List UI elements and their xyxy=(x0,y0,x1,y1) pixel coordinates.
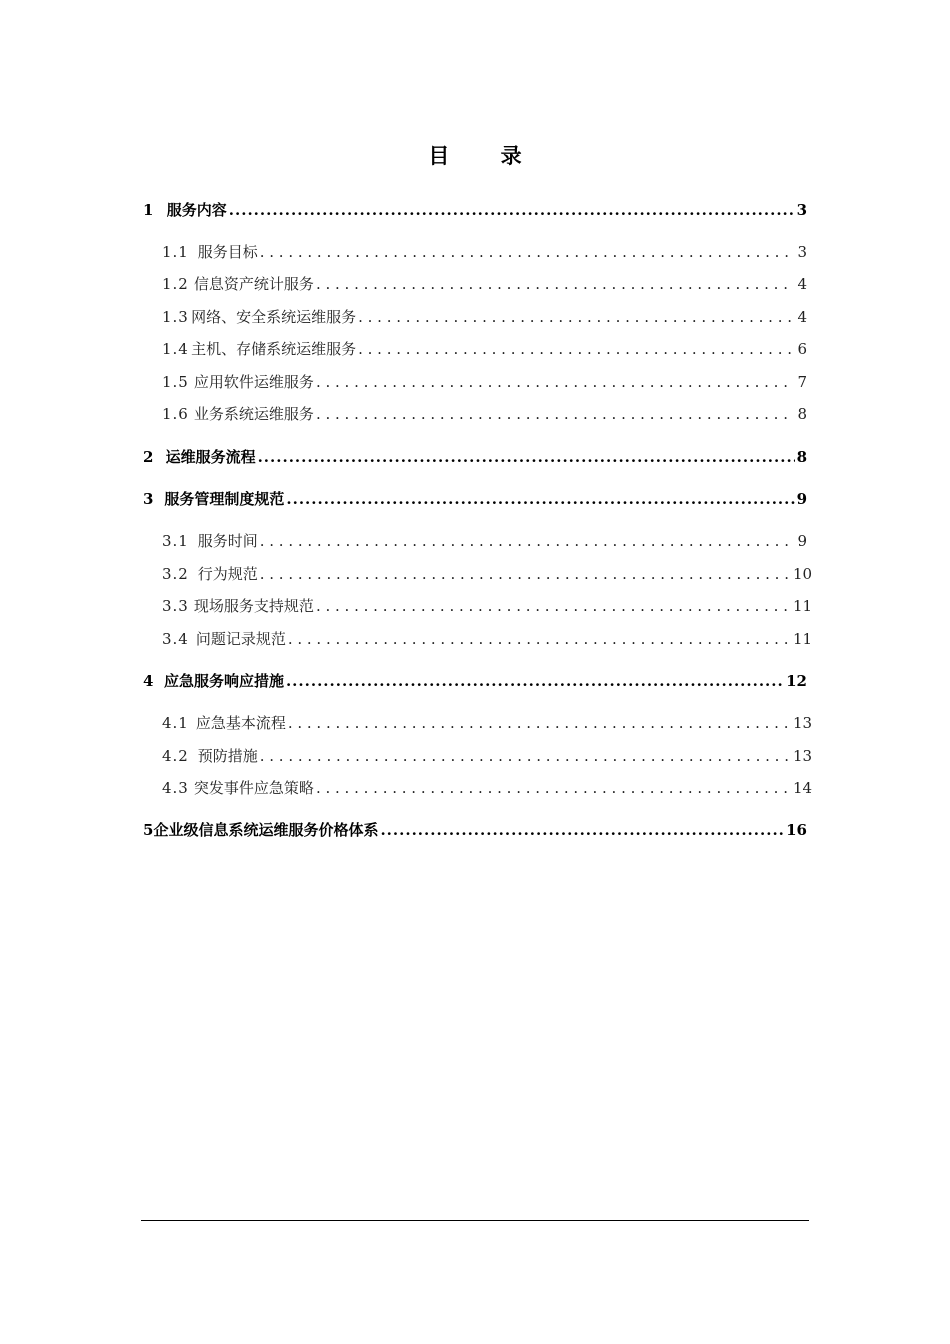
toc-entry-3-2[interactable] xyxy=(162,563,813,584)
toc-entry-4-3[interactable] xyxy=(162,777,813,798)
toc-entry-page: 12 xyxy=(786,672,807,690)
toc-entry-number: 4.2 xyxy=(162,747,189,765)
toc-entry-page: 13 xyxy=(793,714,813,732)
toc-entry-number: 3.4 xyxy=(162,630,189,648)
toc-entry-4-1[interactable] xyxy=(162,712,813,733)
toc-entry-1-6[interactable] xyxy=(162,403,807,424)
toc-entry-number: 1.2 xyxy=(162,275,189,293)
toc-entry-page: 8 xyxy=(796,448,807,466)
footer-rule xyxy=(141,1220,809,1221)
toc-dot-leader xyxy=(260,532,791,550)
toc-dot-leader xyxy=(316,779,791,797)
toc-entry-3-3[interactable] xyxy=(162,595,813,616)
toc-dot-leader xyxy=(260,243,791,261)
toc-entry-page: 3 xyxy=(796,201,807,219)
toc-entry-page: 16 xyxy=(786,821,807,839)
toc-title: 目 录 xyxy=(428,143,544,168)
toc-entry-label: 现场服务支持规范 xyxy=(193,597,314,615)
toc-entry-number: 1.4 xyxy=(162,340,189,358)
toc-entry-number: 4 xyxy=(143,672,154,690)
toc-entry-label: 企业级信息系统运维服务价格体系 xyxy=(153,821,379,839)
toc-entry-number: 1.1 xyxy=(162,243,189,261)
toc-dot-leader xyxy=(358,340,791,358)
toc-entry-page: 11 xyxy=(793,630,813,648)
toc-dot-leader xyxy=(286,672,784,690)
toc-entry-1-4[interactable] xyxy=(162,338,807,359)
toc-entry-page: 3 xyxy=(797,243,807,261)
toc-entry-number: 3.2 xyxy=(162,565,189,583)
toc-entry-label: 行为规范 xyxy=(197,565,258,583)
toc-dot-leader xyxy=(316,405,791,423)
toc-entry-label: 应用软件运维服务 xyxy=(193,373,314,391)
toc-dot-leader xyxy=(286,490,794,508)
toc-entry-page: 9 xyxy=(796,490,807,508)
toc-dot-leader xyxy=(316,373,791,391)
toc-entry-number: 5 xyxy=(143,821,154,839)
toc-dot-leader xyxy=(229,201,795,219)
toc-entry-4[interactable] xyxy=(143,670,807,691)
toc-entry-3-1[interactable] xyxy=(162,530,807,551)
toc-dot-leader xyxy=(358,308,791,326)
toc-entry-label: 服务管理制度规范 xyxy=(164,490,285,508)
toc-entry-number: 3.1 xyxy=(162,532,189,550)
toc-dot-leader xyxy=(260,747,791,765)
toc-entry-number: 3 xyxy=(143,490,154,508)
toc-entry-label: 问题记录规范 xyxy=(195,630,286,648)
toc-entry-label: 应急基本流程 xyxy=(195,714,286,732)
toc-entry-page: 10 xyxy=(793,565,813,583)
toc-entry-1-1[interactable] xyxy=(162,241,807,262)
toc-entry-page: 6 xyxy=(797,340,807,358)
toc-entry-3-4[interactable] xyxy=(162,628,813,649)
toc-entry-number: 1.3 xyxy=(162,308,189,326)
toc-entry-number: 4.1 xyxy=(162,714,189,732)
toc-entry-number: 3.3 xyxy=(162,597,189,615)
toc-entry-1-2[interactable] xyxy=(162,273,807,294)
toc-dot-leader xyxy=(260,565,791,583)
toc-entry-label: 主机、存储系统运维服务 xyxy=(191,340,357,358)
toc-entry-number: 4.3 xyxy=(162,779,189,797)
toc-entry-1-3[interactable] xyxy=(162,306,807,327)
toc-entry-number: 1.5 xyxy=(162,373,189,391)
toc-entry-number: 2 xyxy=(143,448,154,466)
toc-dot-leader xyxy=(316,597,791,615)
toc-entry-2[interactable] xyxy=(143,446,807,467)
toc-entry-label: 应急服务响应措施 xyxy=(163,672,284,690)
toc-entry-page: 4 xyxy=(797,308,807,326)
toc-entry-label: 业务系统运维服务 xyxy=(193,405,314,423)
toc-entry-label: 服务目标 xyxy=(197,243,258,261)
toc-entry-label: 网络、安全系统运维服务 xyxy=(191,308,357,326)
toc-dot-leader xyxy=(288,630,791,648)
toc-entry-4-2[interactable] xyxy=(162,745,813,766)
toc-entry-1-5[interactable] xyxy=(162,371,807,392)
toc-entry-page: 7 xyxy=(797,373,807,391)
toc-entry-label: 运维服务流程 xyxy=(165,448,256,466)
toc-entry-label: 服务内容 xyxy=(166,201,227,219)
toc-entry-page: 4 xyxy=(797,275,807,293)
toc-entry-number: 1 xyxy=(143,201,154,219)
toc-entry-label: 服务时间 xyxy=(197,532,258,550)
toc-entry-page: 8 xyxy=(797,405,807,423)
toc-entry-5[interactable] xyxy=(143,819,807,840)
toc-entry-3[interactable] xyxy=(143,488,807,509)
toc-entry-number: 1.6 xyxy=(162,405,189,423)
toc-entry-page: 14 xyxy=(793,779,813,797)
toc-dot-leader xyxy=(258,448,795,466)
toc-dot-leader xyxy=(316,275,791,293)
toc-entry-page: 11 xyxy=(793,597,813,615)
toc-entry-label: 信息资产统计服务 xyxy=(193,275,314,293)
toc-dot-leader xyxy=(380,821,784,839)
toc-entry-label: 突发事件应急策略 xyxy=(193,779,314,797)
toc-dot-leader xyxy=(288,714,791,732)
toc-entry-page: 13 xyxy=(793,747,813,765)
toc-entry-page: 9 xyxy=(797,532,807,550)
toc-entry-1[interactable] xyxy=(143,199,807,220)
toc-entry-label: 预防措施 xyxy=(197,747,258,765)
